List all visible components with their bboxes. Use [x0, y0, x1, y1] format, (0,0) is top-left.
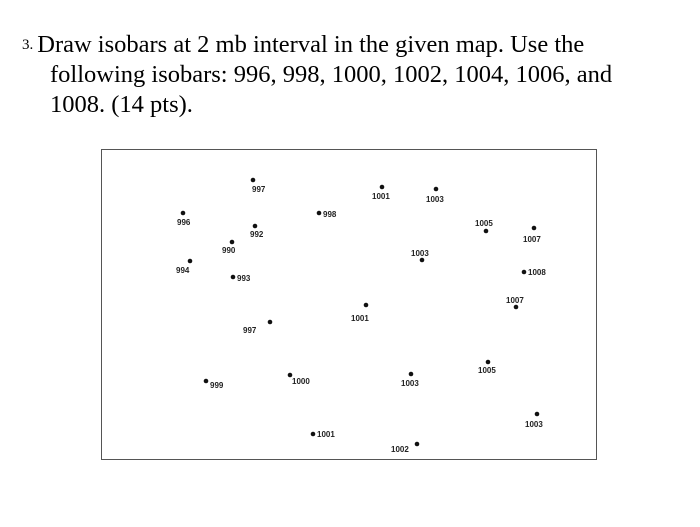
station-pressure-label: 998 [323, 210, 337, 219]
question-line-1: Draw isobars at 2 mb interval in the given map. Use the [37, 31, 585, 58]
station-pressure-label: 997 [243, 326, 257, 335]
question-text [22, 30, 682, 120]
station [231, 274, 251, 283]
station-dot [409, 372, 414, 377]
station-pressure-label: 1007 [523, 235, 541, 244]
station [506, 296, 524, 309]
station-pressure-label: 999 [210, 381, 224, 390]
station [288, 373, 311, 386]
station [522, 268, 547, 277]
station-pressure-label: 1003 [426, 195, 444, 204]
station-dot [364, 303, 369, 308]
station [222, 240, 236, 255]
question-line-2: following isobars: 996, 998, 1000, 1002, 1004, 1006, and [50, 61, 613, 88]
station-dot [230, 240, 235, 245]
station-dot [311, 432, 316, 437]
station-pressure-label: 1000 [292, 377, 310, 386]
station [351, 303, 369, 323]
station-pressure-label: 1005 [478, 366, 496, 375]
station-pressure-label: 1001 [317, 430, 335, 439]
station-dot [535, 412, 540, 417]
station-map-canvas [102, 150, 598, 461]
station [475, 219, 493, 233]
station [177, 211, 191, 227]
station [204, 379, 224, 390]
station [391, 442, 419, 454]
station-dot [251, 178, 256, 183]
station-dot [181, 211, 186, 216]
station-dot [420, 258, 425, 263]
station [401, 372, 419, 388]
station [317, 210, 337, 219]
station-dot [484, 229, 489, 234]
station-dot [522, 270, 527, 275]
station-dot [514, 305, 519, 310]
station-dot [380, 185, 385, 190]
station [426, 187, 444, 204]
station [411, 249, 429, 262]
station [251, 178, 266, 194]
station-dot [532, 226, 537, 231]
station [478, 360, 496, 375]
station-dot [317, 211, 322, 216]
station-pressure-label: 1003 [411, 249, 429, 258]
station-dot [415, 442, 420, 447]
station-pressure-label: 1003 [401, 379, 419, 388]
station-pressure-label: 997 [252, 185, 266, 194]
station-pressure-label: 992 [250, 230, 264, 239]
station-dot [268, 320, 273, 325]
station-pressure-label: 996 [177, 218, 191, 227]
station [525, 412, 543, 429]
station-dot [434, 187, 439, 192]
question-number: 3. [22, 37, 34, 53]
question-line-3: 1008. (14 pts). [50, 91, 193, 118]
station [372, 185, 390, 201]
station [243, 320, 272, 335]
station-pressure-label: 1002 [391, 445, 409, 454]
station-pressure-label: 1001 [351, 314, 369, 323]
station-dot [486, 360, 491, 365]
station-dot [253, 224, 258, 229]
station [523, 226, 541, 244]
station-pressure-label: 1001 [372, 192, 390, 201]
station-dot [204, 379, 209, 384]
station [311, 430, 336, 439]
station-pressure-label: 993 [237, 274, 251, 283]
station-pressure-label: 1005 [475, 219, 493, 228]
station [250, 224, 264, 239]
station-pressure-label: 1008 [528, 268, 546, 277]
station-pressure-label: 990 [222, 246, 236, 255]
station-dot [231, 275, 236, 280]
station [176, 259, 192, 275]
station-dot [188, 259, 193, 264]
station-pressure-label: 1007 [506, 296, 524, 305]
station-map [101, 149, 597, 460]
station-pressure-label: 994 [176, 266, 190, 275]
station-pressure-label: 1003 [525, 420, 543, 429]
